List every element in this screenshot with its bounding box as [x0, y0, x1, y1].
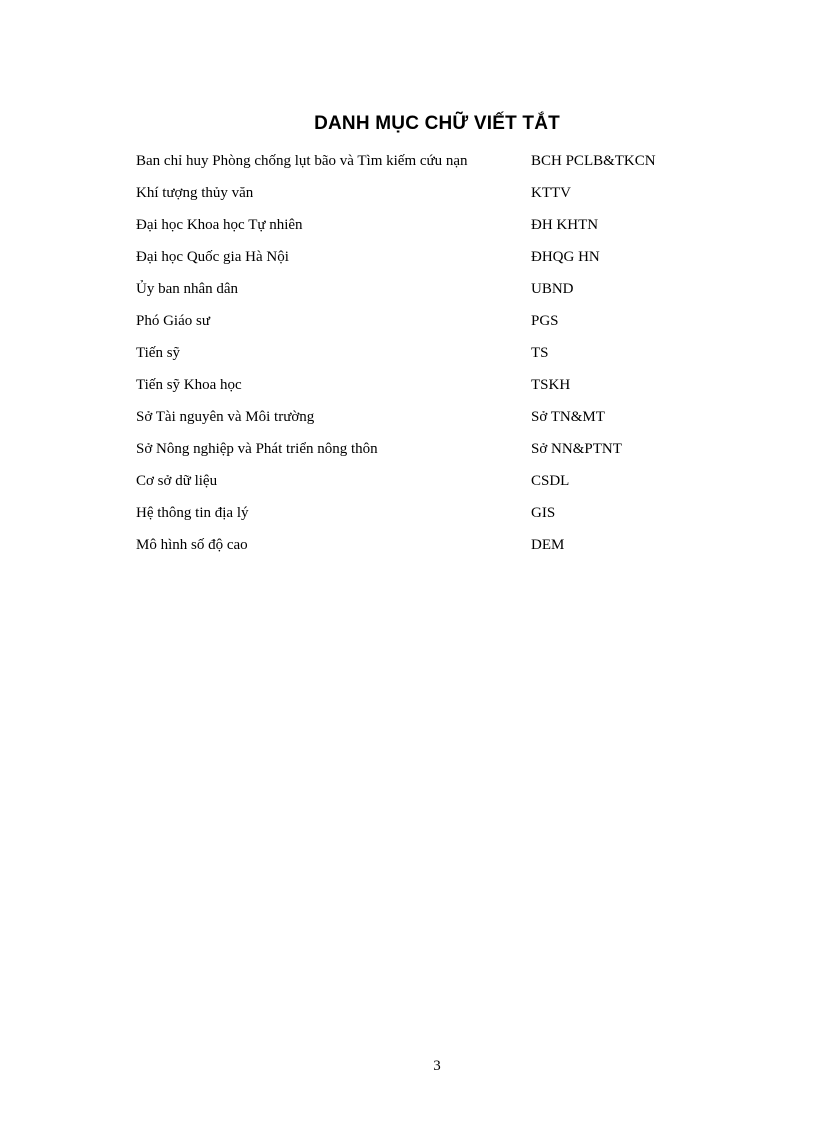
abbreviation-row — [136, 465, 716, 497]
abbreviation-row — [136, 241, 716, 273]
page-number: 3 — [433, 1058, 441, 1074]
page-title: DANH MỤC CHỮ VIẾT TẮT — [314, 113, 560, 134]
abbreviation-row — [136, 401, 716, 433]
abbreviation-short: Sở TN&MT — [531, 409, 605, 425]
abbreviation-short: ĐH KHTN — [531, 217, 599, 233]
abbreviation-row — [136, 369, 716, 401]
abbreviation-row — [136, 433, 716, 465]
abbreviation-short: DEM — [531, 537, 565, 553]
abbreviation-row — [136, 177, 716, 209]
abbreviation-row — [136, 209, 716, 241]
abbreviation-list — [136, 145, 716, 561]
abbreviation-term: Phó Giáo sư — [136, 313, 210, 329]
abbreviation-term: Ủy ban nhân dân — [136, 281, 239, 297]
abbreviation-row — [136, 273, 716, 305]
abbreviation-row — [136, 497, 716, 529]
abbreviation-term: Mô hình số độ cao — [136, 537, 248, 553]
abbreviation-term: Tiến sỹ — [136, 345, 181, 361]
abbreviation-short: Sở NN&PTNT — [531, 441, 622, 457]
abbreviation-term: Khí tượng thủy văn — [136, 185, 254, 201]
abbreviation-short: TSKH — [531, 377, 571, 393]
abbreviation-term: Hệ thông tin địa lý — [136, 505, 249, 521]
abbreviation-term: Ban chỉ huy Phòng chống lụt bão và Tìm kiếm cứu nạn — [136, 153, 468, 169]
abbreviation-short: UBND — [531, 281, 574, 297]
abbreviation-short: KTTV — [531, 185, 571, 201]
abbreviation-short: TS — [531, 345, 549, 361]
abbreviation-short: GIS — [531, 505, 556, 521]
abbreviation-short: PGS — [531, 313, 559, 329]
abbreviation-row — [136, 529, 716, 561]
abbreviation-short: BCH PCLB&TKCN — [531, 153, 656, 169]
abbreviation-term: Đại học Quốc gia Hà Nội — [136, 249, 289, 265]
abbreviation-term: Sở Nông nghiệp và Phát triển nông thôn — [136, 441, 378, 457]
abbreviation-row — [136, 145, 716, 177]
abbreviation-row — [136, 337, 716, 369]
abbreviation-short: ĐHQG HN — [531, 249, 600, 265]
abbreviation-short: CSDL — [531, 473, 570, 489]
abbreviation-term: Sở Tài nguyên và Môi trường — [136, 409, 315, 425]
abbreviation-term: Tiến sỹ Khoa học — [136, 377, 242, 393]
abbreviation-row — [136, 305, 716, 337]
abbreviation-term: Đại học Khoa học Tự nhiên — [136, 217, 303, 233]
abbreviation-term: Cơ sở dữ liệu — [136, 473, 218, 489]
